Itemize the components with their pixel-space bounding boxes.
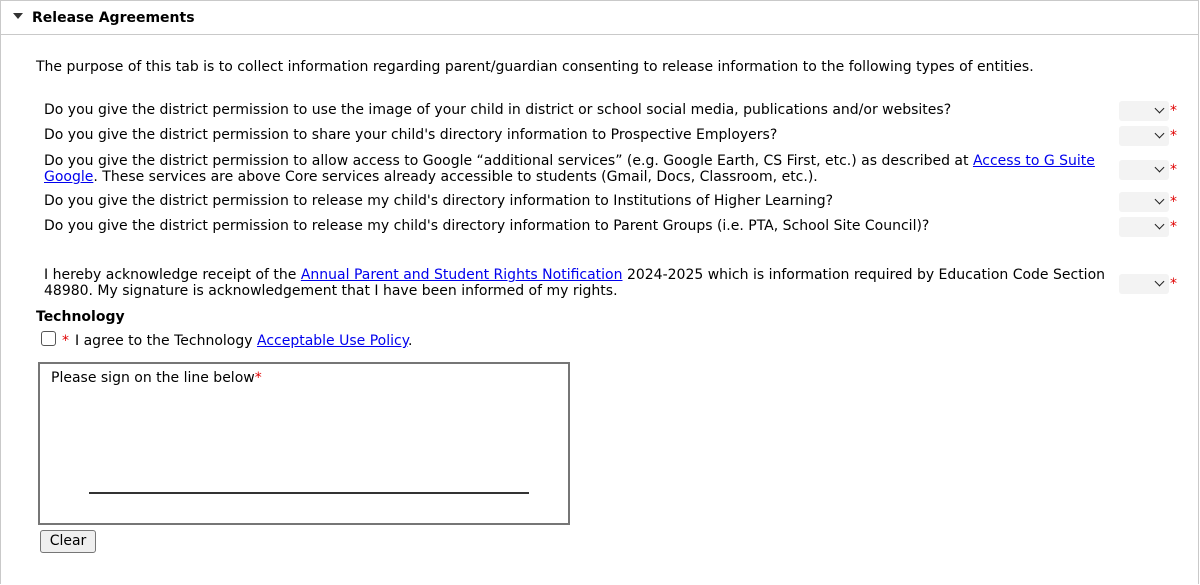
acceptable-use-checkbox[interactable]: [41, 331, 56, 346]
question-rights-text-end: 2024-2025 which is information required by Education Code Section 48980. My signature is acknowledgement that I have been informed of my rights.: [44, 267, 1106, 299]
caret-down-icon[interactable]: [13, 13, 23, 19]
select-prospective-employers[interactable]: [1119, 126, 1169, 146]
acceptable-use-link[interactable]: Acceptable Use Policy: [256, 333, 408, 349]
select-higher-learning[interactable]: [1119, 192, 1169, 212]
chevron-down-icon: [1155, 195, 1165, 205]
required-marker: *: [1170, 103, 1177, 119]
signature-prompt-text: Please sign on the line below: [51, 370, 255, 386]
rights-notification-link[interactable]: Annual Parent and Student Rights Notification: [300, 267, 623, 283]
required-marker: *: [1170, 219, 1177, 235]
question-prospective-employers: Do you give the district permission to share your child's directory information to Prospective Employers?: [44, 127, 778, 143]
question-rights-notification: [44, 267, 1109, 299]
chevron-down-icon: [1155, 220, 1165, 230]
required-marker: *: [1170, 194, 1177, 210]
section-header[interactable]: [1, 1, 1199, 35]
select-rights-acknowledgement[interactable]: [1119, 274, 1169, 294]
question-parent-groups: Do you give the district permission to release my child's directory information to Parent Groups (i.e. PTA, School Site Council)?: [44, 218, 930, 234]
select-parent-groups[interactable]: [1119, 217, 1169, 237]
question-google-services-text-end: . These services are above Core services already accessible to students (Gmail, Docs, Classroom, etc.).: [93, 169, 818, 185]
chevron-down-icon: [1155, 277, 1165, 287]
chevron-down-icon: [1155, 129, 1165, 139]
technology-heading: Technology: [36, 309, 125, 325]
required-marker: *: [1170, 128, 1177, 144]
signature-line: [89, 492, 529, 494]
chevron-down-icon: [1155, 163, 1165, 173]
question-image-permission: Do you give the district permission to use the image of your child in district or school social media, publications and/or websites?: [44, 102, 952, 118]
acceptable-use-label: [75, 332, 412, 350]
acceptable-use-text: I agree to the Technology: [75, 333, 257, 349]
signature-pad[interactable]: [38, 362, 570, 525]
signature-prompt: [51, 369, 262, 387]
required-marker: *: [254, 370, 262, 386]
required-marker: *: [62, 333, 69, 349]
select-google-services[interactable]: [1119, 160, 1169, 180]
intro-text: The purpose of this tab is to collect information regarding parent/guardian consenting to release information to the following types of entities.: [36, 59, 1034, 75]
select-image-permission[interactable]: [1119, 101, 1169, 121]
chevron-down-icon: [1155, 104, 1165, 114]
acceptable-use-text-end: .: [408, 333, 413, 349]
g-suite-link[interactable]: Access to G Suite Google: [44, 153, 1095, 185]
question-higher-learning: Do you give the district permission to release my child's directory information to Institutions of Higher Learning?: [44, 193, 834, 209]
question-google-services: [44, 153, 1104, 185]
clear-signature-button[interactable]: Clear: [40, 530, 96, 553]
question-rights-text: I hereby acknowledge receipt of the: [44, 267, 301, 283]
required-marker: *: [1170, 276, 1177, 292]
section-title: Release Agreements: [32, 10, 195, 26]
question-google-services-text: Do you give the district permission to allow access to Google “additional services” (e.g. Google Earth, CS First, etc.) as described at: [44, 153, 973, 169]
required-marker: *: [1170, 162, 1177, 178]
